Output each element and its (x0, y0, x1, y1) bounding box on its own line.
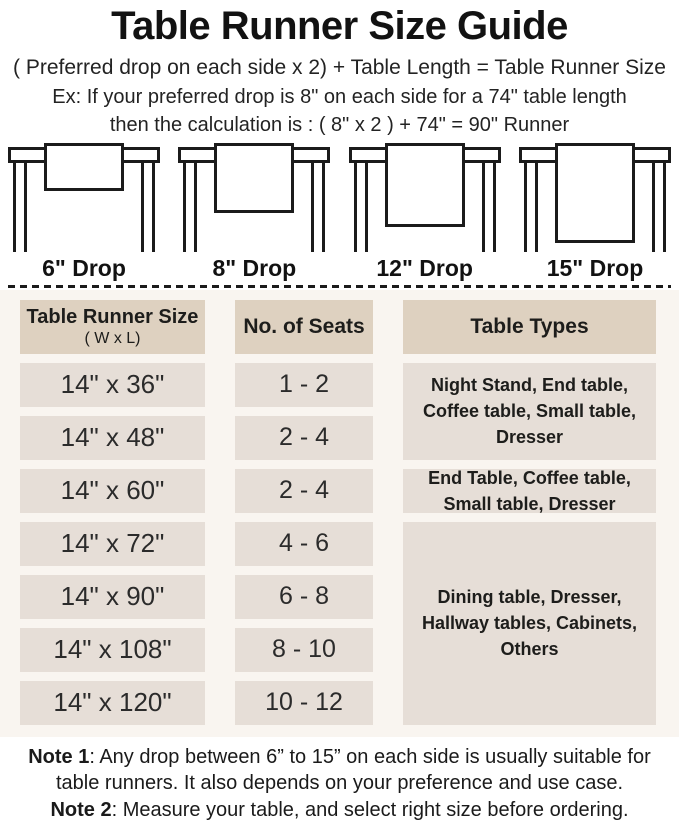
table-runner (555, 143, 635, 243)
example-line-1: Ex: If your preferred drop is 8" on each side for a 74" table length (52, 85, 627, 108)
notes (0, 744, 679, 824)
size-table (20, 300, 679, 725)
note-1 (6, 744, 673, 797)
table-types-group-small: Night Stand, End table, Coffee table, Small table, Dresser (403, 363, 656, 460)
note-2-text: : Measure your table, and select right size before ordering. (111, 798, 629, 821)
formula-line: ( Preferred drop on each side x 2) + Table Length = Table Runner Size (13, 56, 666, 79)
table-row-size: 14" x 90" (20, 575, 205, 619)
note-1-label: Note 1 (28, 745, 90, 768)
table-drawing (349, 143, 501, 253)
table-row-seats: 10 - 12 (235, 681, 373, 725)
table-row-size: 14" x 36" (20, 363, 205, 407)
table-types-group-large: Dining table, Dresser, Hallway tables, Cabinets, Others (403, 522, 656, 725)
table-row-seats: 4 - 6 (235, 522, 373, 566)
table-diagram-6in-drop (8, 143, 160, 281)
table-leg (24, 162, 27, 252)
table-drawing (8, 143, 160, 253)
header-table-runner-size-sub: ( W x L) (84, 329, 141, 347)
drop-diagrams (0, 143, 679, 281)
table-leg (152, 162, 155, 252)
table-row-seats: 6 - 8 (235, 575, 373, 619)
page-title: Table Runner Size Guide (111, 4, 568, 48)
table-leg (141, 162, 144, 252)
table-row-size: 14" x 72" (20, 522, 205, 566)
table-drawing (178, 143, 330, 253)
table-leg (493, 162, 496, 252)
table-runner (44, 143, 124, 191)
table-leg (322, 162, 325, 252)
table-leg (663, 162, 666, 252)
table-drawing (519, 143, 671, 253)
table-runner (385, 143, 465, 227)
drop-label: 6" Drop (42, 254, 126, 281)
table-leg (652, 162, 655, 252)
header-table-runner-size (20, 300, 205, 354)
example-line-2: then the calculation is : ( 8" x 2 ) + 74" = 90" Runner (109, 114, 570, 137)
table-row-size: 14" x 120" (20, 681, 205, 725)
table-runner (214, 143, 294, 213)
note-1-text: : Any drop between 6” to 15” on each side is usually suitable for table runners. It also depends on your preference and use case. (55, 745, 651, 795)
table-leg (311, 162, 314, 252)
table-runner-size-guide-page (0, 4, 679, 830)
table-leg (194, 162, 197, 252)
table-leg (13, 162, 16, 252)
table-leg (535, 162, 538, 252)
table-diagram-12in-drop (349, 143, 501, 281)
table-leg (354, 162, 357, 252)
table-diagram-15in-drop (519, 143, 671, 281)
dashed-divider (8, 285, 671, 288)
table-row-seats: 1 - 2 (235, 363, 373, 407)
drop-label: 15" Drop (546, 254, 644, 281)
table-types-group-medium: End Table, Coffee table, Small table, Dresser (403, 469, 656, 513)
table-row-seats: 2 - 4 (235, 416, 373, 460)
table-row-size: 14" x 108" (20, 628, 205, 672)
table-leg (183, 162, 186, 252)
table-leg (482, 162, 485, 252)
drop-label: 12" Drop (376, 254, 473, 281)
header-no-of-seats: No. of Seats (235, 300, 373, 354)
table-leg (365, 162, 368, 252)
note-2-label: Note 2 (50, 798, 112, 821)
table-row-seats: 8 - 10 (235, 628, 373, 672)
header-table-types: Table Types (403, 300, 656, 354)
drop-label: 8" Drop (212, 254, 297, 281)
header-table-runner-size-title: Table Runner Size (26, 305, 199, 328)
table-row-seats: 2 - 4 (235, 469, 373, 513)
table-row-size: 14" x 48" (20, 416, 205, 460)
table-row-size: 14" x 60" (20, 469, 205, 513)
note-2 (6, 797, 673, 824)
size-table-panel (0, 290, 679, 737)
table-diagram-8in-drop (178, 143, 330, 281)
table-leg (524, 162, 527, 252)
